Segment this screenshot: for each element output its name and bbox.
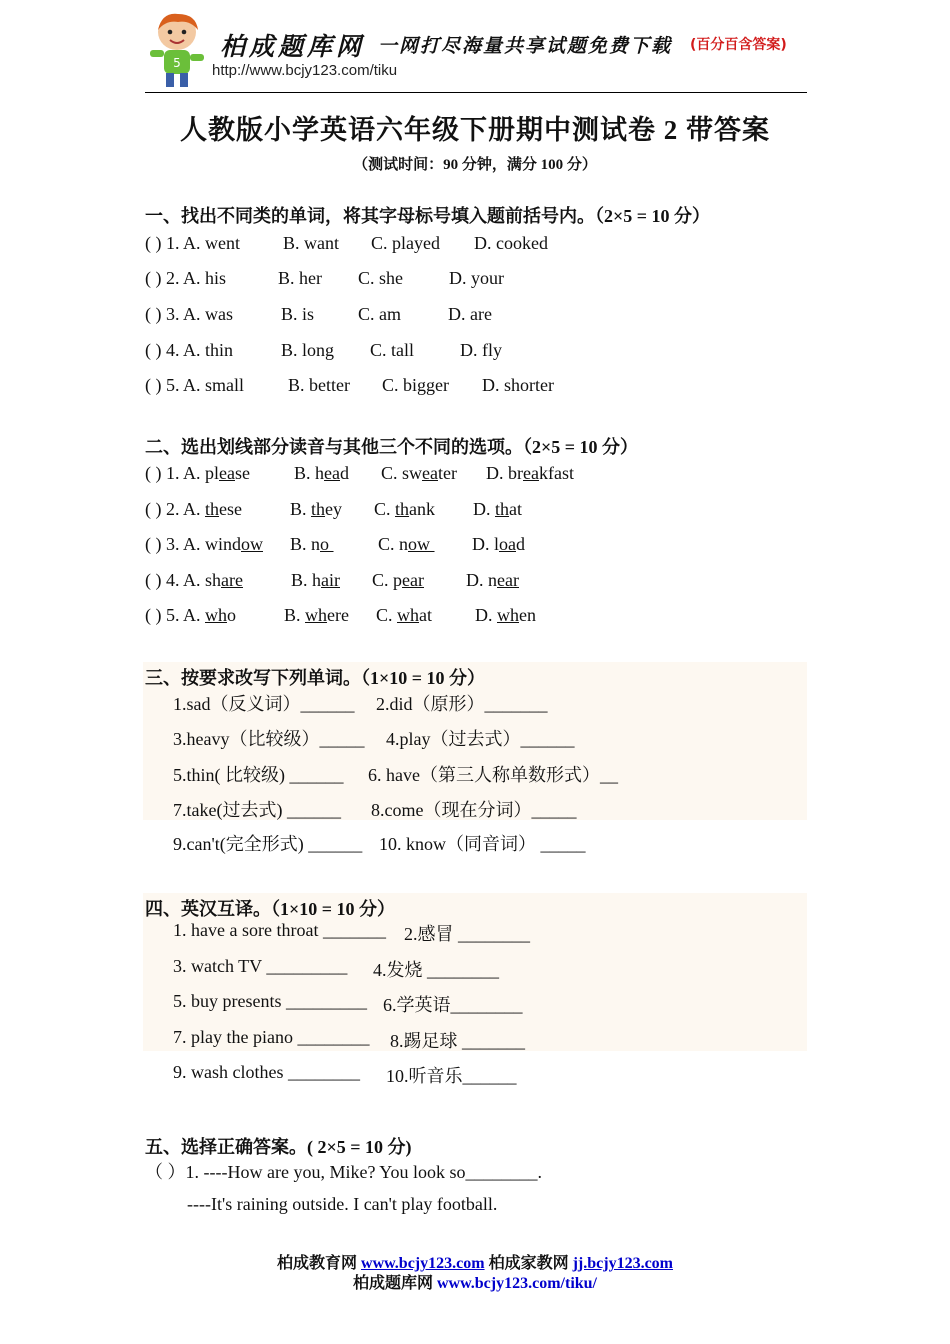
list-item-1-b: B. want (283, 233, 339, 253)
phonics-row-5-b: B. where (284, 605, 349, 625)
list-item-1-c: C. played (371, 233, 440, 253)
mascot-logo-icon (146, 10, 208, 92)
phonics-row-3-a: ( ) 3. A. window (145, 534, 263, 554)
rewrite-item-8: 8.come（现在分词）_____ (371, 800, 577, 820)
rewrite-item-4: 4.play（过去式）______ (386, 729, 575, 749)
choice-question-1: （ ）1. ----How are you, Mike? You look so________. (145, 1162, 542, 1182)
page-title: 人教版小学英语六年级下册期中测试卷 2 带答案 (180, 115, 770, 145)
list-item-3-b: B. is (281, 304, 315, 324)
list-item-4-c: C. tall (370, 340, 414, 360)
translate-item-4: 4.发烧 ________ (373, 960, 499, 980)
section-5-heading: 五、选择正确答案。( 2×5 = 10 分) (145, 1137, 412, 1157)
phonics-row-4-b: B. hair (291, 570, 340, 590)
list-item-2-num: ( ) 2. A. his (145, 268, 226, 288)
phonics-row-2-a: ( ) 2. A. these (145, 499, 242, 519)
phonics-row-4-c: C. pear (372, 570, 424, 590)
list-item-5-d: D. shorter (482, 375, 554, 395)
translate-item-1: 1. have a sore throat _______ (173, 920, 386, 940)
list-item-5-num: ( ) 5. A. small (145, 375, 244, 395)
phonics-row-2-d: D. that (473, 499, 523, 519)
list-item-5-b: B. better (288, 375, 350, 395)
phonics-row-5-a: ( ) 5. A. who (145, 605, 236, 625)
phonics-row-1-c: C. sweater (381, 463, 457, 483)
phonics-row-3-d: D. load (472, 534, 525, 554)
translate-item-2: 2.感冒 ________ (404, 924, 530, 944)
list-item-4-num: ( ) 4. A. thin (145, 340, 233, 360)
list-item-3-c: C. am (358, 304, 401, 324)
footer-line-2 (0, 1270, 950, 1293)
section-2-heading: 二、选出划线部分读音与其他三个不同的选项。（2×5 = 10 分） (145, 437, 639, 457)
phonics-row-5-c: C. what (376, 605, 433, 625)
rewrite-item-6: 6. have（第三人称单数形式）__ (368, 765, 618, 785)
footer-label-2: 柏成家教网 (488, 1255, 569, 1272)
site-name: 柏成题库网 (220, 32, 366, 61)
translate-item-8: 8.踢足球 _______ (390, 1031, 525, 1051)
site-url[interactable]: http://www.bcjy123.com/tiku (212, 62, 398, 79)
phonics-row-2-c: C. thank (374, 499, 436, 519)
list-item-4-d: D. fly (460, 340, 502, 360)
svg-text:5: 5 (173, 56, 181, 70)
rewrite-item-1: 1.sad（反义词）______ (173, 694, 355, 714)
list-item-3-d: D. are (448, 304, 492, 324)
phonics-row-1-a: ( ) 1. A. please (145, 463, 250, 483)
footer-label-3: 柏成题库网 (352, 1275, 433, 1292)
list-item-2-c: C. she (358, 268, 403, 288)
translate-item-6: 6.学英语________ (383, 995, 523, 1015)
list-item-5-c: C. bigger (382, 375, 449, 395)
phonics-row-3-b: B. no (290, 534, 334, 554)
translate-item-10: 10.听音乐______ (386, 1066, 517, 1086)
rewrite-item-2: 2.did（原形）_______ (376, 694, 548, 714)
list-item-2-b: B. her (278, 268, 322, 288)
section-1-heading: 一、找出不同类的单词，将其字母标号填入题前括号内。（2×5 = 10 分） (145, 206, 711, 226)
phonics-row-2-b: B. they (290, 499, 343, 519)
rewrite-item-3: 3.heavy（比较级）_____ (173, 729, 365, 749)
translate-item-9: 9. wash clothes ________ (173, 1062, 360, 1082)
list-item-3-num: ( ) 3. A. was (145, 304, 233, 324)
answer-badge: (百分百含答案) (690, 37, 787, 53)
footer-link-2[interactable]: jj.bcjy123.com (572, 1255, 673, 1272)
page-subtitle: （测试时间：90 分钟，满分 100 分） (353, 157, 597, 173)
list-item-1-num: ( ) 1. A. went (145, 233, 240, 253)
rewrite-item-10: 10. know（同音词） _____ (379, 834, 586, 854)
header-divider (145, 92, 807, 93)
translate-item-3: 3. watch TV _________ (173, 956, 348, 976)
phonics-row-1-b: B. head (294, 463, 349, 483)
list-item-2-d: D. your (449, 268, 504, 288)
site-slogan: 一网打尽海量共享试题免费下载 (378, 35, 673, 57)
list-item-1-d: D. cooked (474, 233, 548, 253)
footer-link-1[interactable]: www.bcjy123.com (361, 1255, 485, 1272)
footer-label-1: 柏成教育网 (277, 1255, 358, 1272)
rewrite-item-9: 9.can't(完全形式) ______ (173, 834, 363, 854)
phonics-row-4-a: ( ) 4. A. share (145, 570, 243, 590)
footer-link-3[interactable]: www.bcjy123.com/tiku/ (437, 1275, 597, 1292)
phonics-row-3-c: C. now (378, 534, 435, 554)
phonics-row-5-d: D. when (475, 605, 536, 625)
choice-question-1-reply: ----It's raining outside. I can't play football. (187, 1194, 498, 1214)
phonics-row-1-d: D. breakfast (486, 463, 574, 483)
section-4-heading: 四、英汉互译。（1×10 = 10 分） (145, 899, 396, 919)
section-3-heading: 三、按要求改写下列单词。（1×10 = 10 分） (145, 668, 486, 688)
translate-item-7: 7. play the piano ________ (173, 1027, 370, 1047)
rewrite-item-7: 7.take(过去式) ______ (173, 800, 341, 820)
phonics-row-4-d: D. near (466, 570, 519, 590)
translate-item-5: 5. buy presents _________ (173, 991, 367, 1011)
list-item-4-b: B. long (281, 340, 335, 360)
rewrite-item-5: 5.thin( 比较级) ______ (173, 765, 344, 785)
